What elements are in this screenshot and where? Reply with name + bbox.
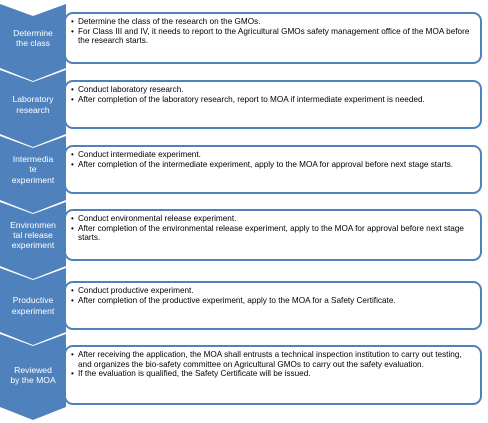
bullet-item: • After completion of the intermediate experiment, apply to the MOA for approval before next stage starts. xyxy=(71,160,474,170)
bullet-item: • After completion of the environmental release experiment, apply to the MOA for approval before next stage starts. xyxy=(71,224,474,243)
stage-moa-review xyxy=(0,334,488,420)
stage-label-line: the class xyxy=(16,38,50,48)
stage-label-line: research xyxy=(16,104,50,115)
stage-label-line: tal release xyxy=(13,229,53,240)
bullet-list xyxy=(71,17,474,46)
bullet-item: • Conduct productive experiment. xyxy=(71,286,474,296)
stage-description-box xyxy=(64,209,482,261)
stage-description-box xyxy=(64,281,482,330)
stage-label xyxy=(0,220,66,251)
stage-label-line: Environmen xyxy=(10,219,56,230)
bullet-item: • If the evaluation is qualified, the Safety Certificate will be issued. xyxy=(71,369,474,379)
bullet-list xyxy=(71,214,474,243)
stage-label-line: Laboratory xyxy=(12,94,54,105)
bullet-list xyxy=(71,286,474,305)
bullet-item: • Determine the class of the research on the GMOs. xyxy=(71,17,474,27)
bullet-item: • Conduct environmental release experiment. xyxy=(71,214,474,224)
bullet-item: • Conduct intermediate experiment. xyxy=(71,150,474,160)
stage-description-box xyxy=(64,145,482,194)
bullet-item: • For Class III and IV, it needs to report to the Agricultural GMOs safety management office of the MOA before the research starts. xyxy=(71,27,474,46)
stage-label-line: experiment xyxy=(11,174,55,185)
stage-description-box xyxy=(64,345,482,405)
stage-label-line: Determine xyxy=(13,27,53,38)
stage-label-line: te xyxy=(29,164,37,175)
stage-label-line: Intermedia xyxy=(12,154,54,165)
stage-description-box xyxy=(64,80,482,129)
bullet-item: • After completion of the productive experiment, apply to the MOA for a Safety Certificate. xyxy=(71,296,474,306)
stage-label xyxy=(0,295,66,315)
bullet-item: • Conduct laboratory research. xyxy=(71,85,474,95)
stage-label xyxy=(0,365,66,385)
bullet-item: • After completion of the laboratory research, report to MOA if intermediate experiment is needed. xyxy=(71,95,474,105)
stage-label-line: experiment xyxy=(11,305,55,316)
stage-label-line: by the MOA xyxy=(10,375,56,385)
stage-label xyxy=(0,28,66,48)
stage-label-line: experiment xyxy=(11,240,55,251)
stage-label-line: Productive xyxy=(12,295,54,306)
stage-label xyxy=(0,154,66,185)
stage-description-box xyxy=(64,12,482,64)
stage-label-line: Reviewed xyxy=(14,364,52,375)
bullet-list xyxy=(71,150,474,169)
bullet-list xyxy=(71,350,474,379)
bullet-list xyxy=(71,85,474,104)
stage-label xyxy=(0,94,66,114)
bullet-item: • After receiving the application, the MOA shall entrusts a technical inspection institution to carry out testing, and organizes the bio-safety committee on Agricultural GMOs to carry out the safety evaluation. xyxy=(71,350,474,369)
